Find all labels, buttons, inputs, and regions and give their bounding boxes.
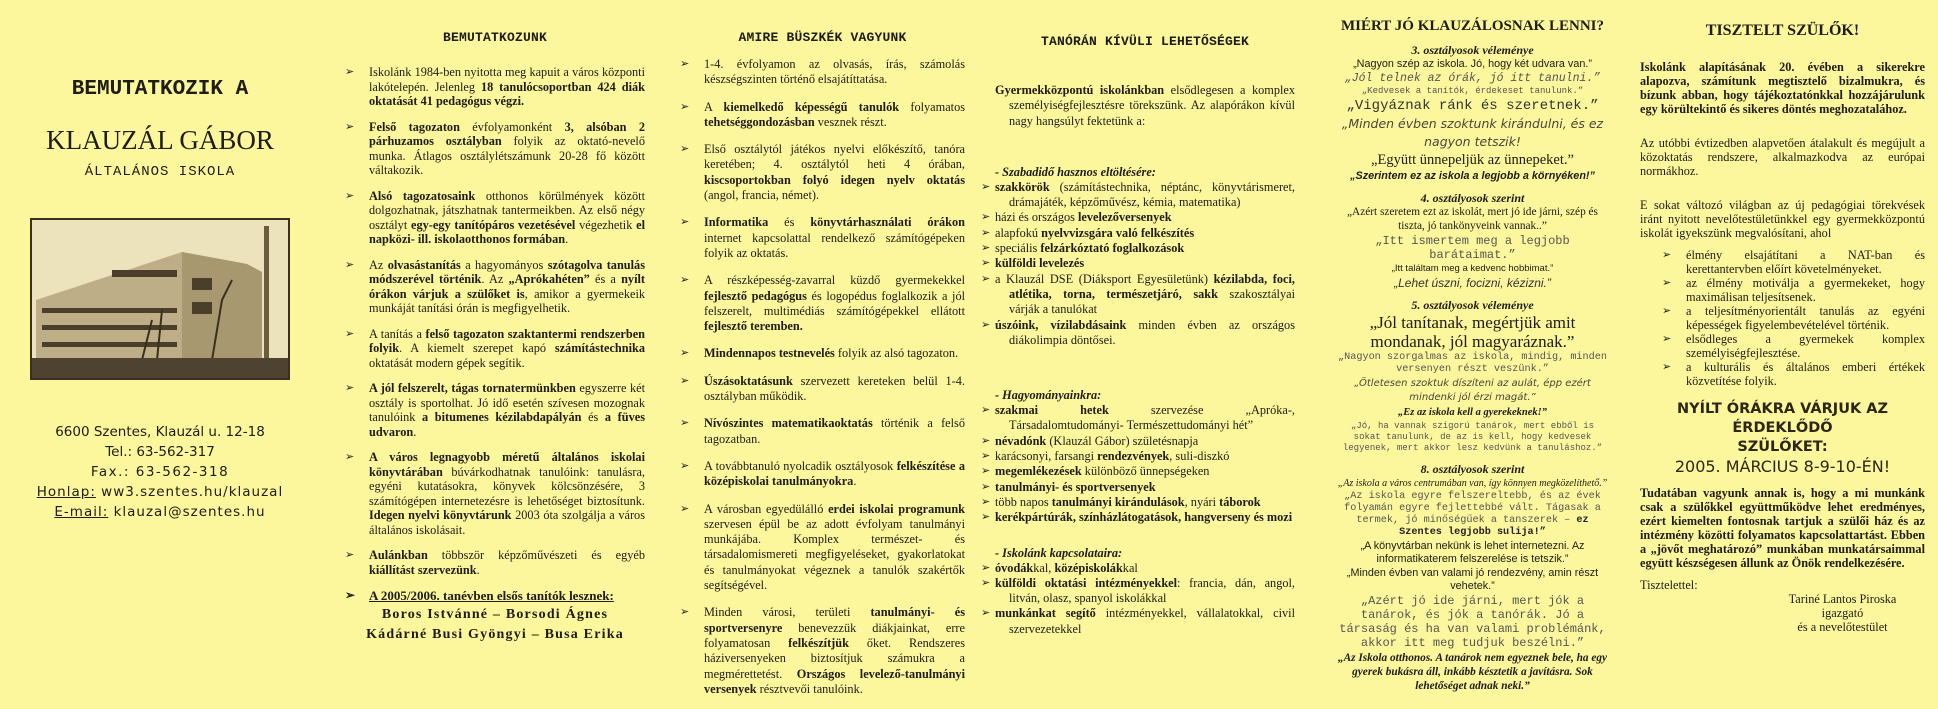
testimonial	[1335, 491, 1610, 539]
list-item	[345, 258, 645, 316]
list-item	[345, 381, 645, 439]
text: benevezzük diákjainkat, erre folyamatosan	[704, 620, 965, 650]
grade-heading	[1335, 191, 1610, 206]
text: szervesen épül be az adott évfolyam tanulmányi munkájába. Komplex természet- és társadalomismereti megfigyeléseket, gyakorlatokat és tanulmányokat végeznek a tanulók szakértők segítségével.	[704, 516, 965, 593]
testimonial-text: „Lehet úszni, focizni, kézizni.”	[1394, 276, 1551, 290]
bold-text: könyvtárhasználati órákon	[810, 215, 965, 230]
bold-text: felkészítjük	[788, 635, 849, 650]
teachers-heading: ➢ A 2005/2006. tanévben elsős tanítók lesznek:	[345, 588, 645, 604]
why-title: MIÉRT JÓ KLAUZÁLOSNAK LENNI?	[1341, 18, 1604, 34]
list-item	[345, 548, 645, 577]
text: A részképesség-zavarral küzdő gyermekekkel	[704, 273, 965, 288]
list-item	[995, 606, 1295, 637]
email-address[interactable]: klauzal@szentes.hu	[113, 504, 266, 520]
bold-text: kiscsoportokban folyó idegen nyelv oktatás	[704, 172, 965, 187]
list-item	[995, 210, 1295, 225]
phone: Tel.: 63-562-317	[105, 444, 215, 460]
text: őket. Rendszeres háziversenyeken biztosítjuk számukra a megmérettetést.	[704, 635, 965, 681]
text: egyszerre két osztály is sportolhat. Jó idő esetén szívesen mozognak tanulóink	[369, 381, 645, 424]
text: és	[581, 410, 605, 424]
bold-text: kerékpártúrák, színházlátogatások, hangverseny és mozi	[995, 510, 1293, 525]
list-item	[995, 241, 1295, 256]
testimonial-text: „Ez az iskola kell a gyerekeknek!”	[1397, 407, 1548, 418]
text: A	[704, 99, 724, 114]
open-line-1: NYÍLT ÓRÁKRA VÁRJUK AZ ÉRDEKLŐDŐ	[1676, 401, 1888, 436]
text: alapfokú	[995, 225, 1042, 240]
bold-text: 3, alsóban 2 párhuzamos osztályban	[369, 119, 645, 148]
bold-text: nyelvvizsgára való felkészítés	[1041, 225, 1195, 240]
list-item: ➢ az élmény motiválja a gyermekeket, hogy maximálisan teljesítsenek.	[1662, 276, 1925, 304]
list-item	[995, 464, 1295, 479]
text: .	[476, 562, 480, 577]
section-list	[995, 403, 1295, 525]
list-item	[995, 449, 1295, 464]
text: .	[853, 474, 857, 489]
school-name: KLAUZÁL GÁBOR	[46, 125, 274, 155]
testimonial	[1335, 651, 1610, 693]
list-item	[995, 561, 1295, 576]
testimonial	[1335, 72, 1610, 85]
text: végezhetik	[575, 217, 637, 232]
list-item	[680, 142, 965, 203]
testimonial	[1335, 313, 1610, 351]
testimonial	[1335, 152, 1610, 169]
list-item	[680, 502, 965, 594]
testimonial-text: 5. osztályosok véleménye	[1411, 298, 1534, 312]
text: otthonos körülmények között dolgozhatnak, játszhatnak tantermeikben. Az első négy osztályt	[369, 188, 645, 232]
text: búvárkodhatnak tanulóink: tanulásra, egyéni kutatásokra, könyvek kölcsönzésére, 3 számítógépen internetezésre is lehetőséget biztosítunk.	[369, 464, 645, 508]
testimonial-text: „Itt találtam meg a kedvenc hobbimat.”	[1391, 263, 1554, 274]
cover-title: BEMUTATKOZIK A	[71, 78, 249, 101]
text: .	[413, 424, 417, 439]
testimonial-text: „Jól tanítanak, megértjük amit mondanak, jól magyaráznak.”	[1369, 313, 1576, 351]
website-url[interactable]: ww3.szentes.hu/klauzal	[101, 484, 284, 500]
text: , amikor a gyermekeik munkáját tanítási órán is megfigyelhetik.	[369, 286, 646, 315]
list-item	[680, 273, 965, 334]
text: házi és országos	[995, 210, 1078, 225]
bold-text: felső tagozaton szaktantermi rendszerben folyik	[369, 326, 645, 355]
extra-sections	[995, 165, 1295, 637]
bold-text: 18 tanulócsoportban 424 diák oktatását 41 pedagógus végzi.	[369, 79, 646, 108]
text: elsődlegesen a komplex személyiségfejlesztésre törekszünk. Az alapórákon kívül nagy hangsúlyt fektetünk a:	[1009, 83, 1296, 128]
parents-paragraph-2: Az utóbbi évtizedben alapvetően átalakult és megújult a közoktatás rendszere, alkalmazkodva az európai normákhoz.	[1640, 136, 1925, 178]
grade-heading	[1335, 43, 1610, 58]
signer-extra: és a nevelőtestület	[1797, 620, 1888, 634]
testimonial	[1335, 377, 1610, 405]
testimonial	[1335, 98, 1610, 114]
list-item	[345, 189, 645, 247]
text: 2003 óta szolgálja a város általános iskolásait.	[369, 508, 645, 537]
bold-text: el napközi- ill. iskolaotthonos formában	[369, 217, 645, 246]
bold-text: a füves udvaron	[369, 410, 645, 439]
bold-text: felkészítése a középiskolai tanulmányokra	[704, 458, 965, 489]
text: 1-4. évfolyamon az olvasás, írás, számolás készségszinten történő elsajátíttatása.	[704, 57, 965, 87]
bold-text: táborok	[1219, 494, 1261, 509]
intro-panel	[345, 0, 645, 644]
list-item	[995, 510, 1295, 525]
text: vesznek részt.	[814, 114, 887, 129]
testimonial	[1335, 276, 1610, 290]
text: internet kapcsolattal rendelkező számítógépeken folyik az oktatás.	[704, 230, 965, 260]
proud-panel	[680, 0, 965, 709]
list-item	[995, 180, 1295, 211]
text: különböző ünnepségeken	[1081, 464, 1210, 479]
testimonial-text: „Az iskola egyre felszereltebb, és az évek folyamán egyre fejlettebbé vált. Tágasak a termek, jó minőségűek a tanszerek –	[1344, 491, 1601, 526]
testimonial	[1335, 406, 1610, 420]
bold-text: Informatika	[704, 215, 769, 230]
testimonial	[1335, 58, 1610, 71]
bold-text: névadónk	[995, 433, 1047, 448]
text: oktatását modern gépek segítik.	[369, 355, 525, 370]
list-item	[995, 576, 1295, 607]
text: intézményekkel, vállalatokkal, civil szervezetekkel	[1009, 606, 1295, 636]
teachers-line-2: Kádárné Busi Gyöngyi – Busa Erika	[366, 627, 624, 642]
text: Iskolánk 1984-ben nyitotta meg kapuit a város központi lakótelepén. Jelenleg	[369, 65, 645, 94]
intro-list	[345, 65, 645, 577]
text: Minden városi, területi	[704, 605, 871, 620]
list-item	[680, 57, 965, 88]
list-item: ➢ élmény elsajátítani a NAT-ban és kerettantervben előírt követelményeket.	[1662, 248, 1925, 276]
testimonial	[1335, 421, 1610, 454]
text: és	[768, 215, 811, 230]
list-item: ➢ elsődleges a gyermekek komplex személyiségfejlesztése.	[1662, 332, 1925, 360]
section-list	[995, 561, 1295, 637]
signer-role: igazgató	[1821, 606, 1864, 620]
section-title: - Szabadidő hasznos eltöltésére:	[995, 164, 1156, 179]
list-item	[680, 605, 965, 697]
bold-text: nyílt órákon várjuk a szülőket is	[369, 272, 645, 301]
extracurricular-panel	[995, 0, 1295, 637]
bold-text: óvodák	[995, 560, 1034, 575]
bold-text: a bitumenes kézilabdapályán	[422, 410, 582, 424]
proud-list	[680, 57, 965, 697]
why-panel	[1335, 0, 1610, 694]
bold-text: levelezőversenyek	[1077, 210, 1172, 225]
email	[0, 502, 320, 522]
text: minden évben az országos diákolimpia döntősei.	[1009, 317, 1295, 347]
open-line-2: SZÜLŐKET:	[1737, 439, 1828, 455]
text: .	[565, 232, 569, 246]
testimonial-text: 4. osztályosok szerint	[1420, 191, 1525, 205]
bold-text: A város legnagyobb méretű általános iskolai könyvtárában	[369, 450, 645, 479]
bold-text: számítástechnika	[554, 341, 645, 355]
list-item	[995, 495, 1295, 510]
list-item	[995, 256, 1295, 271]
text: többször képzőművészeti és egyéb	[427, 548, 645, 562]
bold-text: fejlesztő pedagógus	[704, 288, 807, 303]
testimonial	[1335, 263, 1610, 275]
list-item	[995, 434, 1295, 449]
grade-heading	[1335, 298, 1610, 313]
bold-text: külföldi oktatási intézményekkel	[995, 575, 1178, 590]
text: karácsonyi, farsangi	[995, 449, 1098, 464]
bold-text: Idegen nyelvi könyvtárunk	[369, 508, 512, 522]
website-label: Honlap:	[36, 484, 96, 500]
signer-name: Tariné Lantos Piroska	[1788, 592, 1897, 606]
bold-text: kézilabda, foci, atlétika, torna, természetjáró, sakk	[1009, 271, 1295, 301]
grade-heading	[1335, 462, 1610, 477]
bold-text: kiemelkedő képességű tanulók	[723, 99, 900, 114]
bold-text: olvasástanítás	[387, 257, 461, 272]
text: résztvevői tanulóink.	[756, 681, 863, 696]
bold-text: úszóink, vízilabdásaink	[995, 317, 1127, 332]
extra-intro	[995, 83, 1295, 129]
bold-text: felzárkóztató foglalkozások	[1040, 241, 1185, 256]
list-item	[345, 450, 645, 537]
bold-text: Úszásoktatásunk	[704, 373, 793, 388]
text: szakosztályai várják a tanulókat	[1009, 286, 1295, 317]
testimonial-text: „Ötletesen szoktuk díszíteni az aulát, épp ezért mindenki jól érzi magát.”	[1354, 378, 1591, 403]
testimonial-text: „Jól telnek az órák, jó itt tanulni.”	[1344, 72, 1601, 85]
testimonial-text: „Azért jó ide járni, mert jók a tanárok, és jók a tanórák. Jó a társaság és ha van valami problémánk, akkor itt meg tudjuk beszélni.”	[1339, 594, 1606, 650]
text: (Klauzál Gábor) születésnapja	[1046, 433, 1199, 448]
bold-text: szakkörök	[995, 179, 1050, 194]
section-title: - Hagyományainkra:	[995, 388, 1102, 403]
text: A tanítás a	[369, 326, 426, 341]
bold-text: Mindennapos testnevelés	[704, 346, 835, 361]
bold-text: Aulánkban	[369, 548, 428, 562]
text: szervezése „Apróka-, Társadalomtudományi- Természettudományi hét”	[1009, 403, 1295, 433]
bold-text: munkánkat segítő	[995, 606, 1096, 621]
testimonial-text: „Nagyon szép az iskola. Jó, hogy két udvara van.”	[1353, 58, 1592, 70]
list-item	[995, 480, 1295, 495]
text: kal	[1122, 560, 1138, 575]
school-type: ÁLTALÁNOS ISKOLA	[84, 164, 236, 180]
testimonial-text: „Az iskola a város centrumában van, így könnyen megközelíthető.”	[1337, 478, 1608, 489]
bold-text: erdei iskolai programunk	[828, 501, 965, 516]
email-label: E-mail:	[54, 504, 109, 520]
bold-text: „Aprókahéten”	[508, 272, 590, 286]
contact-info	[0, 422, 320, 522]
testimonial-text: „Szerintem ez az iskola a legjobb a környéken!”	[1350, 170, 1595, 182]
text: A továbbtanuló nyolcadik osztályosok	[704, 458, 897, 473]
text: . Az	[481, 272, 509, 286]
testimonial	[1335, 86, 1610, 97]
text: , suli-diszkó	[1169, 449, 1230, 464]
text: (angol, francia, német).	[704, 188, 820, 203]
bold-text: Országos levelező-tanulmányi versenyek	[704, 666, 965, 696]
list-item	[995, 272, 1295, 318]
testimonial-text: „Minden évben van valami jó rendezvény, amin részt vehetek.”	[1346, 567, 1599, 592]
text: a hagyományos	[460, 257, 548, 272]
text: Első osztálytól játékos nyelvi előkészítő, tanóra keretében; 4. osztálytól heti 4 órában,	[704, 142, 965, 172]
testimonial	[1335, 477, 1610, 490]
text: több napos	[995, 494, 1052, 509]
text: Az	[369, 257, 388, 272]
text: és a	[589, 272, 622, 286]
list-item	[995, 403, 1295, 434]
list-item	[995, 318, 1295, 349]
text: szervezett kereteken belül 1-4. osztályban működik.	[704, 373, 965, 404]
list-item	[345, 327, 645, 371]
list-item	[345, 65, 645, 109]
bold-text: Nívószintes matematikaoktatás	[704, 416, 873, 431]
testimonial-emphasis: ez Szentes legjobb sulija!”	[1399, 515, 1589, 538]
bold-text: megemlékezések	[995, 464, 1082, 479]
intro-title: BEMUTATKOZUNK	[442, 30, 548, 45]
bold-text: fejlesztő teremben.	[704, 319, 803, 334]
text: évfolyamonként	[459, 119, 565, 134]
parents-panel	[1640, 0, 1925, 634]
bold-text: A jól felszerelt, tágas tornatermünkben	[369, 381, 576, 395]
list-item	[680, 346, 965, 361]
list-item	[345, 120, 645, 178]
bold-text: egy-egy tanítópáros vezetésével	[411, 217, 576, 232]
list-item	[680, 100, 965, 131]
section-title: - Iskolánk kapcsolataira:	[995, 545, 1123, 560]
testimonial-text: 3. osztályosok véleménye	[1411, 43, 1534, 57]
testimonial-text: „Az Iskola otthonos. A tanárok nem egyeznek bele, ha egy gyerek bukásra áll, inkább késztetik a javításra. Sok lehetőséget adnak neki.”	[1337, 652, 1608, 692]
bold-text: szótagolva tanulás módszerével történik	[369, 257, 645, 286]
text: és logopédus foglalkozik a jól felszerelt, multimédiás számítógépekkel ellátott	[704, 288, 966, 318]
address: 6600 Szentes, Klauzál u. 12-18	[55, 424, 265, 440]
bold-text: tanulmányi- és sportversenyek	[995, 479, 1156, 494]
school-building-photo	[30, 218, 290, 380]
text: : francia, dán, angol, litván, olasz, spanyol iskolákkal	[1009, 575, 1295, 606]
testimonial-text: 8. osztályosok szerint	[1420, 462, 1525, 476]
testimonial	[1335, 115, 1610, 151]
bold-text: kiállítást szervezünk	[369, 562, 477, 577]
testimonials	[1335, 43, 1610, 693]
bold-text: tanulmányi kirándulások	[1051, 494, 1185, 509]
bold-text: középiskolák	[1054, 560, 1123, 575]
open-lessons-announcement	[1640, 400, 1925, 476]
text: speciális	[995, 241, 1041, 256]
fax: Fax.: 63-562-318	[90, 464, 230, 480]
parents-paragraph-1: Iskolánk alapításának 20. évében a sikerekre alapozva, számítunk megtisztelő bizalmukra, és bízunk abban, hogy tájékoztatónkkal hozzájárulunk egy körültekintő és sikeres döntés meghozatalához.	[1640, 60, 1925, 116]
testimonial-text: „Nagyon szorgalmas az iskola, mindig, minden versenyen részt veszünk.”	[1338, 352, 1607, 375]
testimonial	[1335, 352, 1610, 376]
bold-text: szakmai hetek	[995, 403, 1109, 418]
text: . A kiemelt szerepet kapó	[399, 341, 555, 355]
bold-text: Gyermekközpontú iskolánkban	[995, 83, 1165, 97]
testimonial	[1335, 170, 1610, 183]
testimonial-text: „Vigyáznak ránk és szeretnek.”	[1346, 98, 1599, 114]
testimonial-text: „Kedvesek a tanítók, érdekeset tanulunk.”	[1361, 86, 1584, 96]
bold-text: tehetséggondozásban	[704, 114, 815, 129]
bold-text: rendezvények	[1097, 449, 1170, 464]
testimonial-text: „A könyvtárban nekünk is lehet internetezni. Az informatikaterem felszerelése is tetszik.”	[1360, 540, 1585, 565]
open-line-3: 2005. MÁRCIUS 8-9-10-ÉN!	[1674, 457, 1891, 476]
text: kal,	[1033, 560, 1055, 575]
testimonial	[1335, 540, 1610, 566]
testimonial	[1335, 567, 1610, 593]
parents-paragraph-4: Tudatában vagyunk annak is, hogy a mi munkánk csak a szülőkkel együttműködve lehet eredményes, ezért kiemelten fontosnak tartjuk a szülői ház és az intézmény közötti folyamatos kapcsolattartást. Ebben a „jövőt meghatározó” munkában munkatársaimmal együtt készségesen állunk az Önök rendelkezésére.	[1640, 486, 1925, 570]
text: , nyári	[1184, 494, 1220, 509]
list-item	[680, 459, 965, 490]
bold-text: Felső tagozaton	[369, 119, 460, 134]
signature-block	[1760, 592, 1925, 634]
testimonial-text: „Jó, ha vannak szigorú tanárok, mert ebből is sokat tanulunk, de az is kell, hogy kedvesek legyenek, mert akkor lesz kedvünk a tanuláshoz.”	[1342, 421, 1603, 453]
text: a Klauzál DSE (Diáksport Egyesületünk)	[995, 271, 1214, 286]
bold-text: Alsó tagozatosaink	[369, 188, 476, 203]
text: folyik az alsó tagozaton.	[834, 346, 959, 361]
bold-text: külföldi levelezés	[995, 256, 1085, 271]
parents-title: TISZTELT SZÜLŐK!	[1705, 22, 1860, 39]
cover-panel	[0, 0, 320, 522]
list-item	[680, 416, 965, 447]
testimonial-text: „Azért szeretem ezt az iskolát, mert jó ide járni, szép és tiszta, jó tankönyveink vannak..”	[1347, 206, 1598, 232]
testimonial	[1335, 234, 1610, 262]
testimonial	[1335, 206, 1610, 233]
testimonial-text: „Együtt ünnepeljük az ünnepeket.”	[1371, 152, 1574, 168]
text: (számítástechnika, néptánc, könyvtárismeret, drámajáték, képzőművész, kémia, matematika)	[1009, 179, 1295, 210]
parents-paragraph-3: E sokat változó világban az új pedagógiai törekvések iránt nyitott nevelőtestületünkkel egy gyermekközpontú iskolát igyekszünk megvalósítani, ahol	[1640, 198, 1925, 240]
list-item: ➢ a teljesítményorientált tanulás az egyéni képességek figyelembevételével történik.	[1662, 304, 1925, 332]
list-item	[680, 215, 965, 261]
text: A városban egyedülálló	[704, 501, 829, 516]
proud-title: AMIRE BÜSZKÉK VAGYUNK	[738, 30, 907, 45]
bold-text: tanulmányi- és sportversenyre	[704, 605, 966, 635]
closing: Tisztelettel:	[1640, 578, 1698, 592]
text: folyik az oktató-nevelő munka. Átlagos osztálylétszámunk 20-28 fő között váltakozik.	[369, 134, 645, 177]
section-list	[995, 180, 1295, 348]
list-item	[680, 374, 965, 405]
extra-title: TANÓRÁN KÍVÜLI LEHETŐSÉGEK	[1040, 34, 1250, 49]
list-item	[995, 226, 1295, 241]
text: folyamatos	[899, 99, 966, 114]
testimonial-text: „Itt ismertem meg a legjobb barátaimat.”	[1375, 234, 1570, 262]
testimonial-text: „Minden évben szoktunk kirándulni, és ez nagyon tetszik!	[1341, 116, 1604, 149]
text: történik a felső tagozatban.	[704, 416, 965, 446]
teachers-line-1: Boros Istvánné – Borsodi Ágnes	[381, 607, 609, 622]
website	[0, 482, 320, 502]
testimonial	[1335, 594, 1610, 650]
parents-list	[1662, 248, 1925, 388]
list-item: ➢ a kulturális és általános emberi értékek közvetítése folyik.	[1662, 360, 1925, 388]
